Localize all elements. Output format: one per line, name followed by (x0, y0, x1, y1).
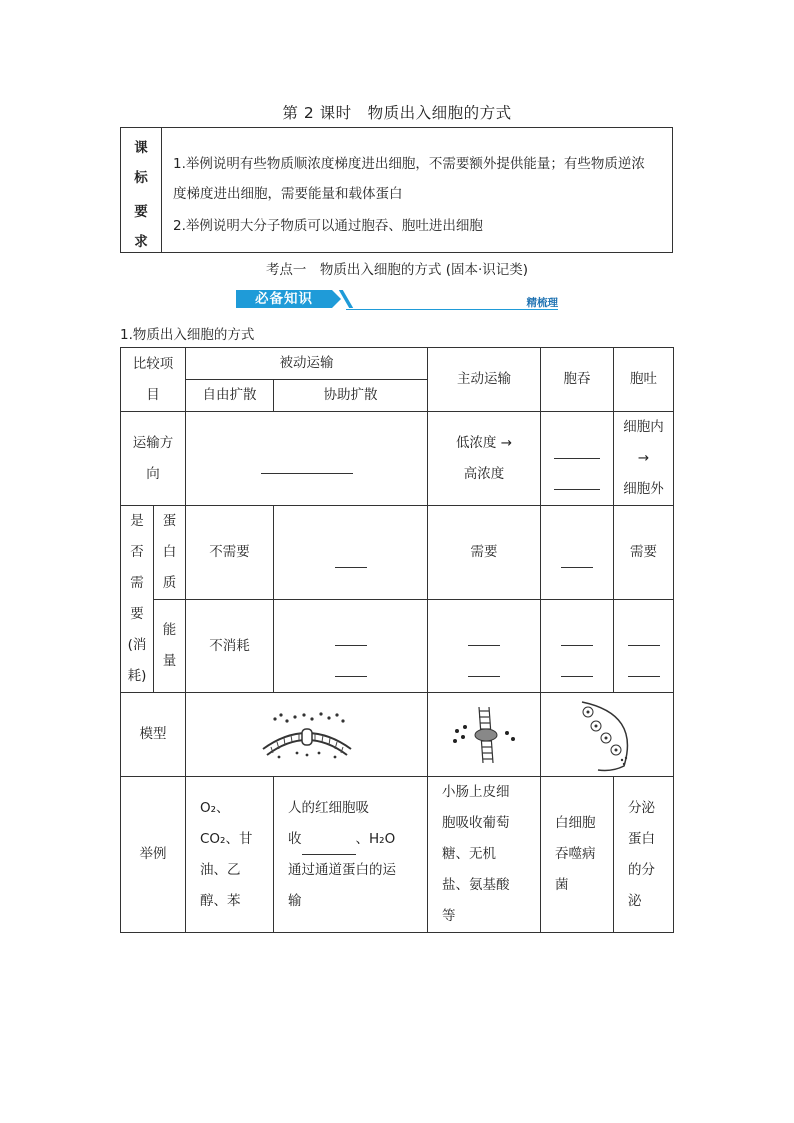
cell-line: 吞噬病 (555, 846, 596, 862)
label-char: 标 (134, 170, 148, 186)
row-label-line: 要 (130, 606, 144, 622)
header-active: 主动运输 (428, 348, 541, 412)
answer-blank (561, 627, 593, 646)
energy-facilitated-blank (274, 600, 428, 693)
label-char: 求 (134, 234, 148, 250)
header-compare (121, 348, 186, 412)
row-label-line: 量 (162, 653, 177, 669)
cell-line: 胞吸收葡萄 (442, 815, 510, 831)
answer-blank (561, 658, 593, 677)
page-title: 第 2 课时 物质出入细胞的方式 (282, 104, 512, 122)
direction-passive-blank (186, 412, 428, 506)
answer-blank (468, 658, 500, 677)
answer-blank (561, 549, 593, 568)
row-label-line: 是 (130, 513, 144, 529)
requirement-line: 度梯度进出细胞，需要能量和载体蛋白 (173, 186, 403, 202)
knowledge-banner (236, 287, 558, 311)
answer-blank (261, 455, 353, 474)
curriculum-requirements-box (120, 127, 673, 253)
header-free-diffusion: 自由扩散 (186, 380, 274, 412)
cell-line: → (637, 450, 650, 466)
cell-line: 糖、无机 (442, 846, 496, 862)
header-passive: 被动运输 (186, 348, 428, 380)
direction-endo-blank (541, 412, 614, 506)
row-label-protein (154, 506, 186, 600)
cell-line: 菌 (555, 877, 569, 893)
answer-blank (628, 658, 660, 677)
answer-blank (302, 836, 356, 855)
row-label-line: 需 (130, 575, 144, 591)
requirement-line: 1.举例说明有些物质顺浓度梯度进出细胞，不需要额外提供能量；有些物质逆浓 (173, 156, 645, 172)
cell-line: O₂、 (200, 799, 230, 816)
requirements-label (121, 128, 162, 252)
row-label-line: 运输方 (132, 434, 174, 451)
answer-blank (335, 658, 367, 677)
protein-free: 不需要 (186, 506, 274, 600)
protein-endo-blank (541, 506, 614, 600)
cell-text: 收 (288, 830, 302, 847)
cell-line: 油、乙 (200, 861, 241, 878)
section-subtitle: 考点一 物质出入细胞的方式 (固本·识记类) (265, 262, 529, 278)
banner-tag: 必备知识 (236, 290, 332, 308)
header-endocytosis: 胞吞 (541, 348, 614, 412)
cell-line: 泌 (628, 892, 642, 909)
active-transport-icon (449, 705, 519, 765)
cell-line: 通过通道蛋白的运 (288, 861, 396, 878)
model-vesicle-diagram (541, 693, 674, 777)
cell-line: 高浓度 (463, 465, 505, 482)
protein-exo: 需要 (614, 506, 674, 600)
answer-blank (628, 627, 660, 646)
cell-line: 醇、苯 (200, 892, 241, 909)
membrane-diffusion-icon (257, 709, 357, 761)
row-label-line: 质 (162, 575, 177, 591)
cell-line: 细胞外 (623, 481, 664, 497)
cell-line: 盐、氨基酸 (442, 877, 510, 893)
vesicle-transport-icon (562, 698, 652, 772)
cell-line: 输 (288, 892, 302, 909)
row-label-line: 耗) (127, 668, 147, 684)
row-label-line: 否 (130, 544, 144, 560)
cell-line (288, 824, 427, 855)
cell-line: CO₂、甘 (200, 830, 253, 847)
model-passive-diagram (186, 693, 428, 777)
energy-free: 不消耗 (186, 600, 274, 693)
section-heading: 1.物质出入细胞的方式 (120, 327, 255, 343)
cell-line: 低浓度 → (455, 434, 513, 451)
energy-exo-blank (614, 600, 674, 693)
example-endo (541, 777, 614, 933)
label-char: 要 (134, 204, 148, 220)
header-facilitated-diffusion: 协助扩散 (274, 380, 428, 412)
cell-line: 人的红细胞吸 (288, 799, 369, 816)
cell-line: 白细胞 (555, 815, 596, 831)
example-active (428, 777, 541, 933)
header-compare-line: 目 (146, 386, 160, 403)
model-active-diagram (428, 693, 541, 777)
cell-line: 蛋白 (628, 830, 655, 847)
direction-exo (614, 412, 674, 506)
banner-right-label: 精梳理 (526, 297, 558, 309)
cell-line: 分泌 (628, 799, 655, 816)
answer-blank (468, 627, 500, 646)
answer-blank (335, 549, 367, 568)
row-label-line: 向 (146, 465, 160, 482)
energy-endo-blank (541, 600, 614, 693)
row-label-line: 蛋 (162, 513, 177, 529)
example-facilitated (274, 777, 428, 933)
cell-line: 的分 (628, 861, 655, 878)
energy-active-blank (428, 600, 541, 693)
row-label-need (121, 506, 154, 693)
row-label-direction (121, 412, 186, 506)
header-exocytosis: 胞吐 (614, 348, 674, 412)
answer-blank (554, 440, 600, 459)
answer-blank (554, 471, 600, 490)
example-exo (614, 777, 674, 933)
protein-active: 需要 (428, 506, 541, 600)
example-free (186, 777, 274, 933)
cell-line: 等 (442, 908, 456, 924)
row-label-line: 能 (162, 622, 177, 638)
label-char: 课 (134, 140, 148, 156)
header-compare-line: 比较项 (132, 355, 174, 372)
direction-active (428, 412, 541, 506)
row-label-line: (消 (127, 637, 147, 653)
protein-facilitated-blank (274, 506, 428, 600)
transport-comparison-table (120, 347, 674, 933)
cell-line: 细胞内 (623, 419, 664, 435)
row-label-line: 白 (162, 544, 177, 560)
answer-blank (335, 627, 367, 646)
cell-text: 、H₂O (355, 830, 396, 847)
row-label-energy (154, 600, 186, 693)
requirement-line: 2.举例说明大分子物质可以通过胞吞、胞吐进出细胞 (173, 218, 483, 234)
row-label-example: 举例 (121, 777, 186, 933)
cell-line: 小肠上皮细 (442, 784, 510, 800)
row-label-model: 模型 (121, 693, 186, 777)
